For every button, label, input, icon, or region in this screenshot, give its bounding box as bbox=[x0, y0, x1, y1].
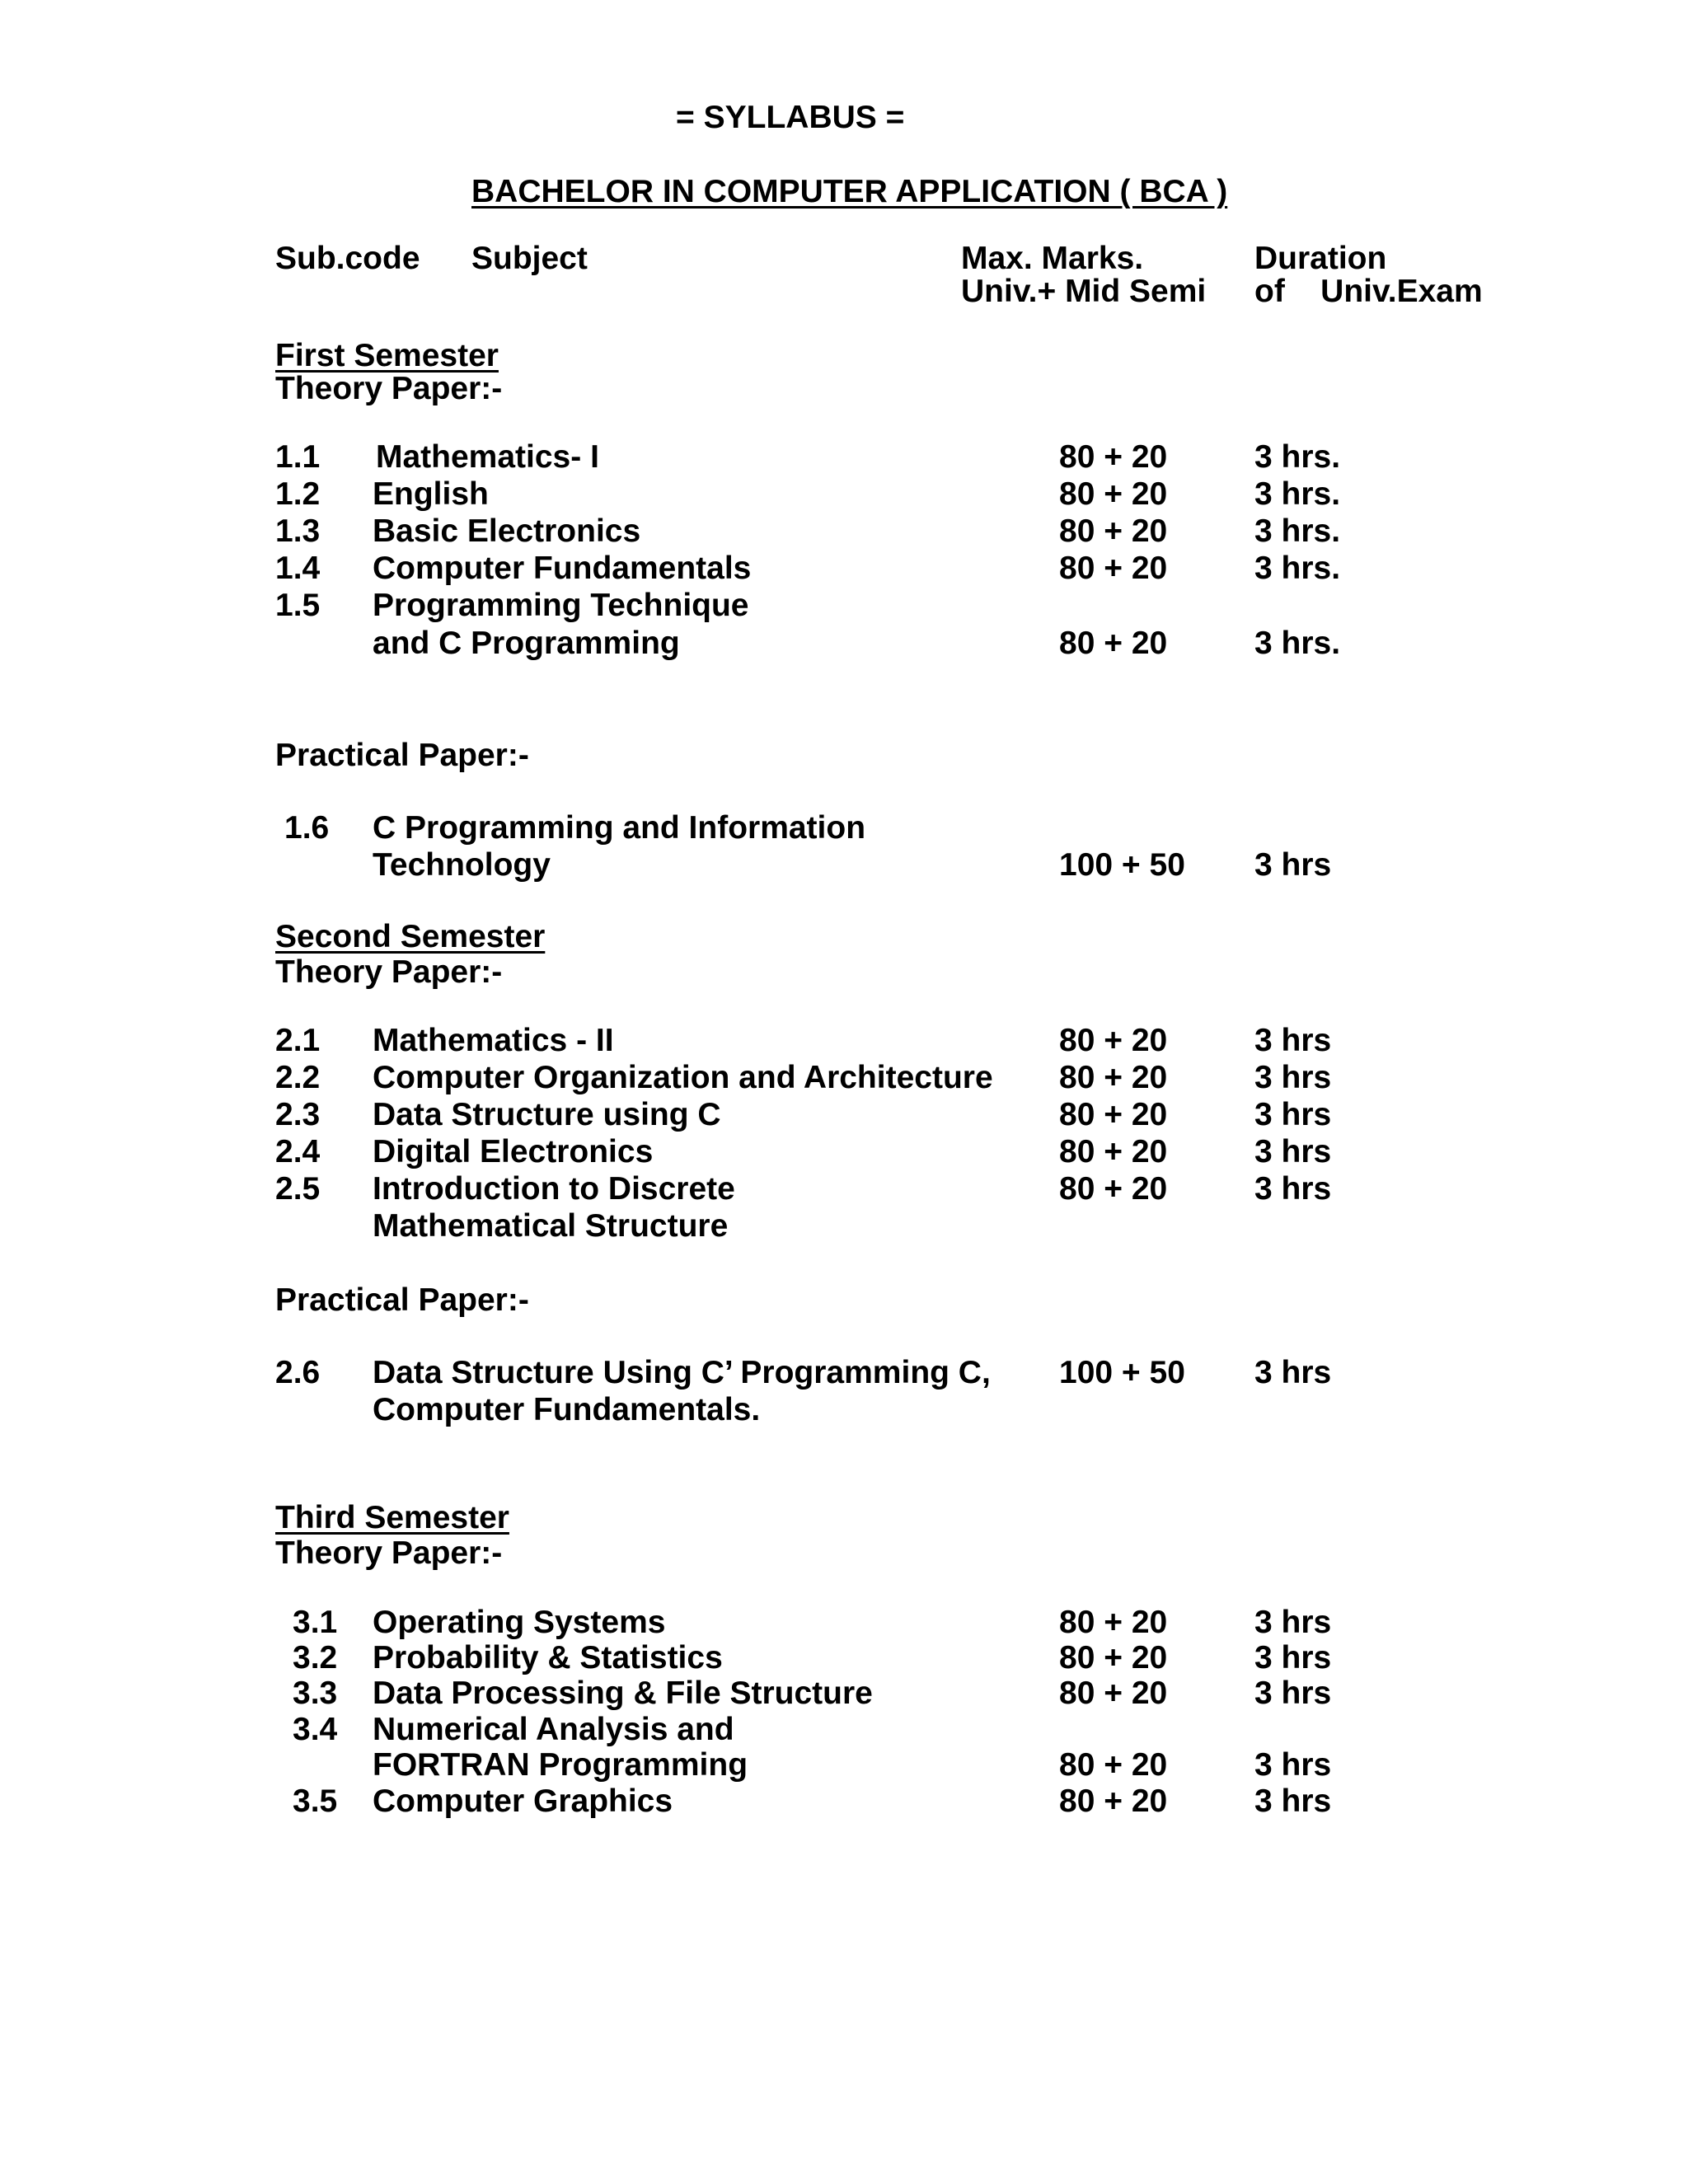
header-duration: Duration bbox=[1254, 241, 1387, 276]
subject-name: Data Structure using C bbox=[373, 1097, 721, 1132]
subject-code: 3.3 bbox=[293, 1675, 338, 1711]
subject-name-continued: FORTRAN Programming bbox=[373, 1747, 748, 1783]
subject-marks: 80 + 20 bbox=[1059, 1060, 1168, 1095]
subject-duration: 3 hrs bbox=[1254, 1355, 1332, 1390]
subject-marks: 80 + 20 bbox=[1059, 1675, 1168, 1711]
header-duration-sub: of Univ.Exam bbox=[1254, 274, 1483, 309]
subject-code: 3.2 bbox=[293, 1640, 338, 1675]
subject-code: 3.5 bbox=[293, 1783, 338, 1819]
subject-name: English bbox=[373, 476, 489, 512]
header-max-marks: Max. Marks. bbox=[961, 241, 1144, 276]
subject-code: 2.6 bbox=[275, 1355, 321, 1390]
subject-marks: 80 + 20 bbox=[1059, 1171, 1168, 1207]
subject-name-continued: Technology bbox=[373, 847, 551, 883]
subject-duration: 3 hrs bbox=[1254, 1783, 1332, 1819]
practical-paper-label: Practical Paper:- bbox=[275, 1282, 529, 1318]
subject-marks: 80 + 20 bbox=[1059, 626, 1168, 661]
subject-name: Mathematics - II bbox=[373, 1023, 614, 1058]
subject-marks: 80 + 20 bbox=[1059, 1783, 1168, 1819]
page-title: = SYLLABUS = bbox=[676, 100, 905, 135]
theory-paper-label: Theory Paper:- bbox=[275, 954, 503, 990]
semester-heading: Third Semester bbox=[275, 1500, 509, 1535]
subject-code: 2.4 bbox=[275, 1134, 321, 1169]
subject-marks: 100 + 50 bbox=[1059, 1355, 1185, 1390]
subject-duration: 3 hrs bbox=[1254, 847, 1332, 883]
subject-marks: 80 + 20 bbox=[1059, 1640, 1168, 1675]
subject-marks: 80 + 20 bbox=[1059, 1605, 1168, 1640]
theory-paper-label: Theory Paper:- bbox=[275, 1535, 503, 1571]
subject-duration: 3 hrs. bbox=[1254, 513, 1341, 549]
subject-name: Numerical Analysis and bbox=[373, 1712, 734, 1747]
subject-name: Mathematics- I bbox=[376, 439, 599, 475]
subject-code: 2.5 bbox=[275, 1171, 321, 1207]
subject-name-continued: and C Programming bbox=[373, 626, 680, 661]
subject-name: Computer Graphics bbox=[373, 1783, 673, 1819]
subject-name: Programming Technique bbox=[373, 588, 749, 623]
subject-duration: 3 hrs. bbox=[1254, 439, 1341, 475]
subject-marks: 80 + 20 bbox=[1059, 1134, 1168, 1169]
subject-name: Computer Fundamentals bbox=[373, 551, 752, 586]
theory-paper-label: Theory Paper:- bbox=[275, 371, 503, 406]
subject-code: 2.3 bbox=[275, 1097, 321, 1132]
subject-code: 3.4 bbox=[293, 1712, 338, 1747]
practical-paper-label: Practical Paper:- bbox=[275, 738, 529, 773]
subject-duration: 3 hrs bbox=[1254, 1134, 1332, 1169]
subject-code: 1.5 bbox=[275, 588, 321, 623]
subject-name: Data Processing & File Structure bbox=[373, 1675, 873, 1711]
subject-name: Probability & Statistics bbox=[373, 1640, 723, 1675]
subject-code: 2.1 bbox=[275, 1023, 321, 1058]
subject-name: Digital Electronics bbox=[373, 1134, 654, 1169]
subject-duration: 3 hrs. bbox=[1254, 551, 1341, 586]
subject-marks: 80 + 20 bbox=[1059, 1097, 1168, 1132]
subject-name: Data Structure Using C’ Programming C, bbox=[373, 1355, 991, 1390]
header-subject: Subject bbox=[471, 241, 588, 276]
subject-marks: 80 + 20 bbox=[1059, 1747, 1168, 1783]
subject-duration: 3 hrs. bbox=[1254, 476, 1341, 512]
header-subcode: Sub.code bbox=[275, 241, 420, 276]
subject-name: Introduction to Discrete bbox=[373, 1171, 735, 1207]
subject-duration: 3 hrs bbox=[1254, 1605, 1332, 1640]
semester-heading: First Semester bbox=[275, 338, 499, 373]
subject-code: 1.6 bbox=[284, 810, 330, 846]
subject-duration: 3 hrs bbox=[1254, 1640, 1332, 1675]
subject-code: 1.1 bbox=[275, 439, 321, 475]
subject-code: 3.1 bbox=[293, 1605, 338, 1640]
subject-name: Basic Electronics bbox=[373, 513, 641, 549]
subject-duration: 3 hrs bbox=[1254, 1060, 1332, 1095]
subject-duration: 3 hrs bbox=[1254, 1171, 1332, 1207]
subject-name-continued: Computer Fundamentals. bbox=[373, 1392, 761, 1427]
subject-marks: 100 + 50 bbox=[1059, 847, 1185, 883]
subject-name: Computer Organization and Architecture bbox=[373, 1060, 993, 1095]
subject-duration: 3 hrs bbox=[1254, 1023, 1332, 1058]
subject-duration: 3 hrs bbox=[1254, 1097, 1332, 1132]
subject-code: 2.2 bbox=[275, 1060, 321, 1095]
subject-name-continued: Mathematical Structure bbox=[373, 1208, 729, 1244]
program-title: BACHELOR IN COMPUTER APPLICATION ( BCA ) bbox=[471, 174, 1228, 209]
header-marks-breakdown: Univ.+ Mid Semi bbox=[961, 274, 1207, 309]
subject-duration: 3 hrs bbox=[1254, 1747, 1332, 1783]
subject-duration: 3 hrs bbox=[1254, 1675, 1332, 1711]
semester-heading: Second Semester bbox=[275, 919, 546, 954]
subject-code: 1.3 bbox=[275, 513, 321, 549]
subject-marks: 80 + 20 bbox=[1059, 476, 1168, 512]
subject-code: 1.2 bbox=[275, 476, 321, 512]
subject-name: C Programming and Information bbox=[373, 810, 866, 846]
subject-marks: 80 + 20 bbox=[1059, 1023, 1168, 1058]
subject-code: 1.4 bbox=[275, 551, 321, 586]
subject-duration: 3 hrs. bbox=[1254, 626, 1341, 661]
subject-marks: 80 + 20 bbox=[1059, 513, 1168, 549]
subject-marks: 80 + 20 bbox=[1059, 439, 1168, 475]
subject-name: Operating Systems bbox=[373, 1605, 666, 1640]
subject-marks: 80 + 20 bbox=[1059, 551, 1168, 586]
